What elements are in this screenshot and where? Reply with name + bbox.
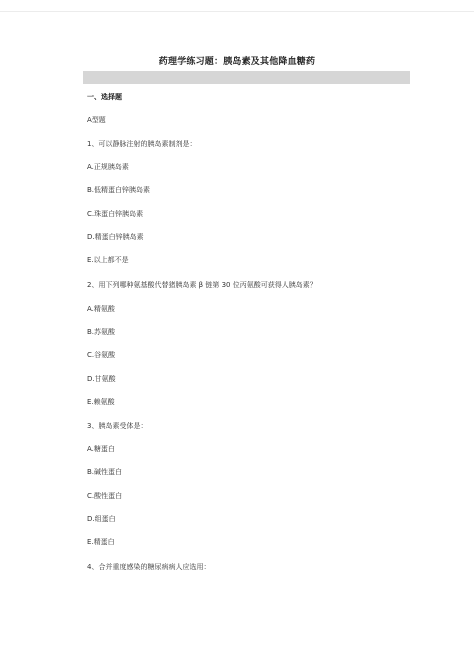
- question-text: 3、胰岛素受体是：: [87, 422, 148, 430]
- answer-option: B.低精蛋白锌胰岛素: [87, 186, 151, 194]
- answer-option: E.以上都不是: [87, 256, 129, 264]
- answer-option: A.糖蛋白: [87, 445, 115, 453]
- answer-option: C.珠蛋白锌胰岛素: [87, 210, 144, 218]
- answer-option: A.正规胰岛素: [87, 163, 129, 171]
- question-text: 4、合并重度感染的糖尿病病人应选用：: [87, 563, 211, 571]
- answer-option: A.精氨酸: [87, 305, 115, 313]
- page-title: 药理学练习题：胰岛素及其他降血糖药: [158, 57, 316, 67]
- header-bar: [83, 71, 410, 84]
- section-heading: 一、选择题: [87, 93, 122, 101]
- answer-option: C.谷氨酸: [87, 351, 116, 359]
- question-text: 2、用下列哪种氨基酸代替猪胰岛素 β 链第 30 位丙氨酸可获得人胰岛素？: [87, 281, 317, 289]
- answer-option: D.组蛋白: [87, 515, 116, 523]
- answer-option: E.赖氨酸: [87, 398, 115, 406]
- answer-option: C.酸性蛋白: [87, 492, 123, 500]
- answer-option: B.碱性蛋白: [87, 468, 123, 476]
- answer-option: D.精蛋白锌胰岛素: [87, 233, 144, 241]
- answer-option: D.甘氨酸: [87, 375, 116, 383]
- question-text: 1、可以静脉注射的胰岛素制剂是：: [87, 140, 197, 148]
- answer-option: B.苏氨酸: [87, 328, 116, 336]
- answer-option: E.精蛋白: [87, 538, 115, 546]
- question-type-label: A型题: [87, 116, 106, 124]
